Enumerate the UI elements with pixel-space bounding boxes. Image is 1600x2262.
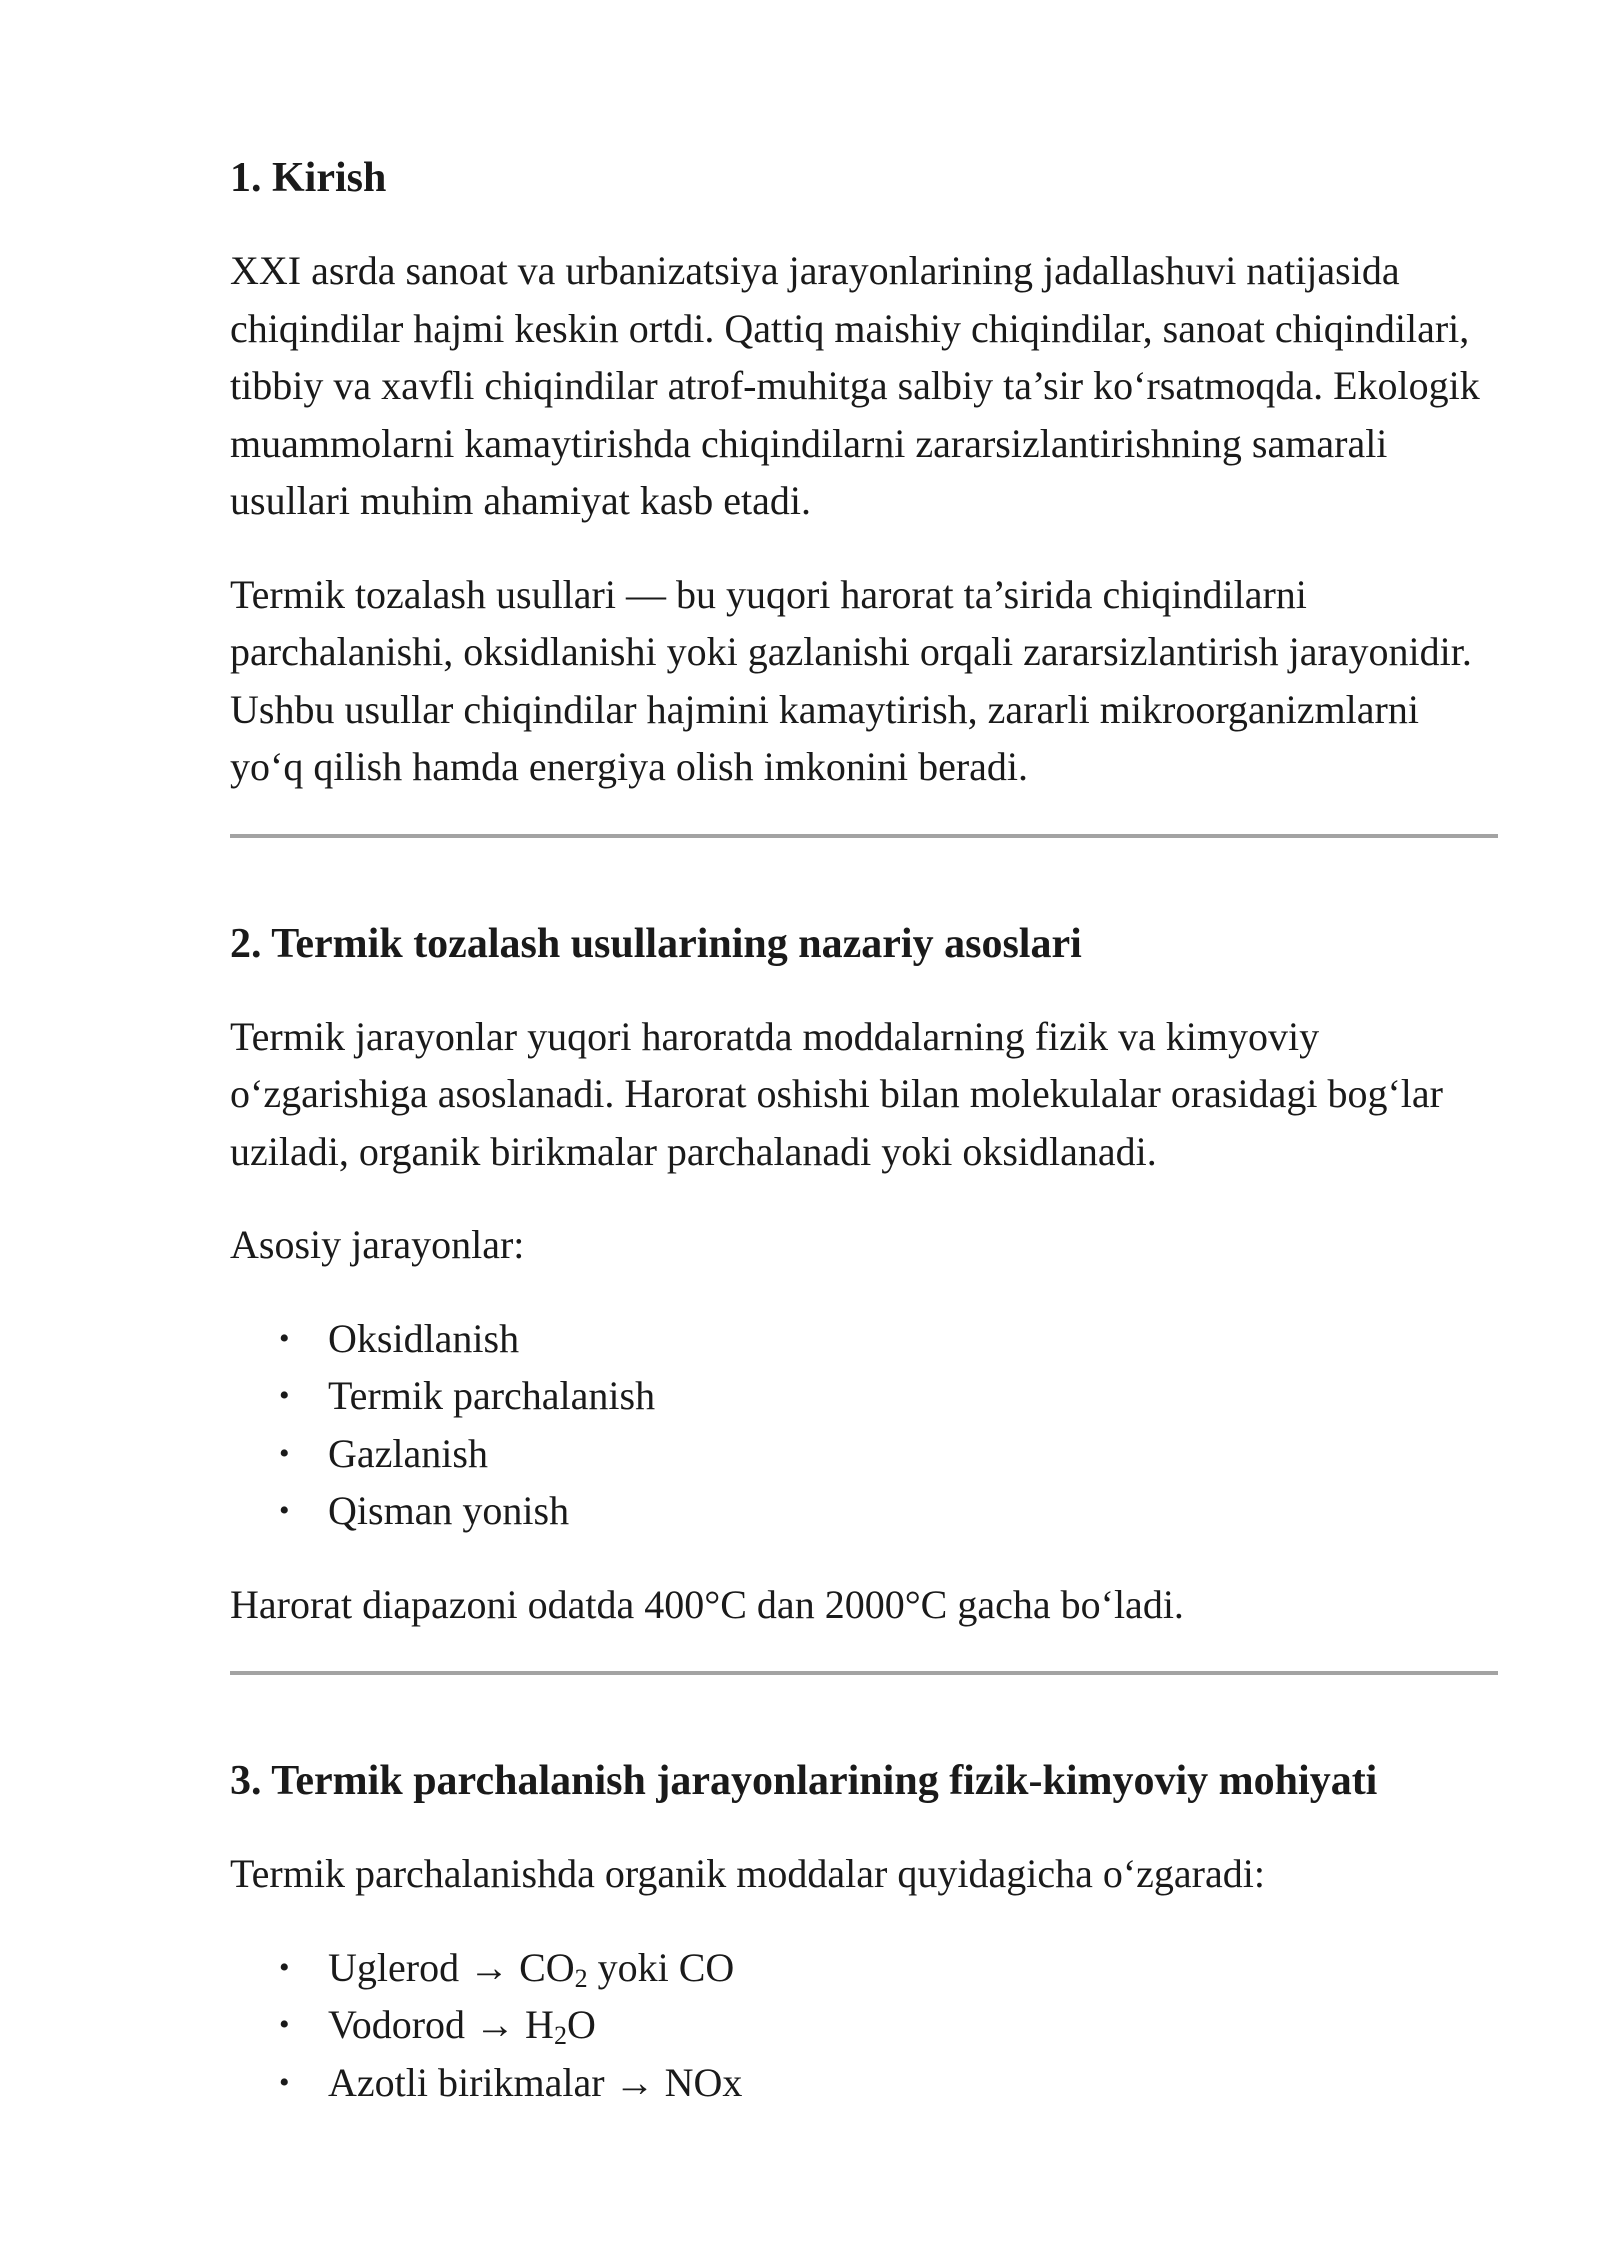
bullet-icon: • bbox=[279, 2008, 290, 2041]
formula-text: Vodorod → H bbox=[328, 2002, 554, 2047]
list-item bbox=[230, 1310, 1498, 1368]
element-transform-list bbox=[230, 1939, 1498, 2112]
formula-text: Uglerod → CO bbox=[328, 1944, 575, 1990]
section-nazariy-asoslar bbox=[230, 916, 1498, 1634]
paragraph: Termik parchalanishda organik moddalar quyidagicha o‘zgaradi: bbox=[230, 1851, 1265, 1896]
list-item-text: Gazlanish bbox=[328, 1430, 488, 1476]
formula-text: O bbox=[566, 2002, 596, 2047]
bullet-icon: • bbox=[279, 1494, 290, 1527]
paragraph: Termik jarayonlar yuqori haroratda moddalarning fizik va kimyoviy o‘zgarishiga asoslanadi. Harorat oshishi bilan molekulalar orasidagi bog‘lar uziladi, organik birikmalar parchalanadi yoki oksidlanadi. bbox=[230, 1013, 1443, 1174]
section-title: 1. Kirish bbox=[230, 155, 387, 201]
list-item bbox=[230, 1367, 1498, 1425]
list-item bbox=[230, 2054, 1498, 2112]
list-item-text: Oksidlanish bbox=[328, 1315, 520, 1361]
section-kirish bbox=[230, 150, 1498, 796]
section-fizik-kimyoviy-mohiyat bbox=[230, 1753, 1498, 2111]
bullet-icon: • bbox=[279, 1379, 290, 1412]
list-item-text: Termik parchalanish bbox=[328, 1373, 656, 1418]
formula-text: yoki CO bbox=[587, 1944, 735, 1990]
list-item-text: Qisman yonish bbox=[328, 1488, 570, 1533]
formula-text: Azotli birikmalar → NOx bbox=[328, 2059, 743, 2105]
bullet-icon: • bbox=[279, 1321, 290, 1355]
list-item bbox=[230, 1425, 1498, 1483]
bullet-icon: • bbox=[279, 2065, 290, 2099]
list-item bbox=[230, 1939, 1498, 1997]
section-divider bbox=[230, 834, 1498, 838]
paragraph: Harorat diapazoni odatda 400°C dan 2000°C gacha bo‘ladi. bbox=[230, 1581, 1184, 1627]
formula-subscript: 2 bbox=[574, 1963, 588, 1993]
paragraph: Asosiy jarayonlar: bbox=[230, 1222, 525, 1267]
section-title: 2. Termik tozalash usullarining nazariy asoslari bbox=[230, 920, 1082, 967]
paragraph: Termik tozalash usullari — bu yuqori harorat ta’sirida chiqindilarni parchalanishi, oksidlanishi yoki gazlanishi orqali zararsizlantirish jarayonidir. Ushbu usullar chiqindilar hajmini kamaytirish, zararli mikroorganizmlarni yo‘q qilish hamda energiya olish imkonini beradi. bbox=[230, 571, 1472, 789]
section-title: 3. Termik parchalanish jarayonlarining fizik-kimyoviy mohiyati bbox=[230, 1758, 1378, 1804]
formula-subscript: 2 bbox=[553, 2021, 567, 2050]
paragraph: XXI asrda sanoat va urbanizatsiya jarayonlarining jadallashuvi natijasida chiqindilar hajmi keskin ortdi. Qattiq maishiy chiqindilar, sanoat chiqindilari, tibbiy va xavfli chiqindilar atrof-muhitga salbiy ta’sir ko‘rsatmoqda. Ekologik muammolarni kamaytirishda chiqindilarni zararsizlantirishning samarali usullari muhim ahamiyat kasb etadi. bbox=[230, 248, 1480, 523]
list-item bbox=[230, 1482, 1498, 1540]
section-divider bbox=[230, 1671, 1498, 1675]
bullet-icon: • bbox=[279, 1950, 290, 1984]
process-list bbox=[230, 1310, 1498, 1540]
list-item bbox=[230, 1996, 1498, 2054]
bullet-icon: • bbox=[279, 1436, 290, 1470]
document-page bbox=[230, 150, 1498, 2147]
